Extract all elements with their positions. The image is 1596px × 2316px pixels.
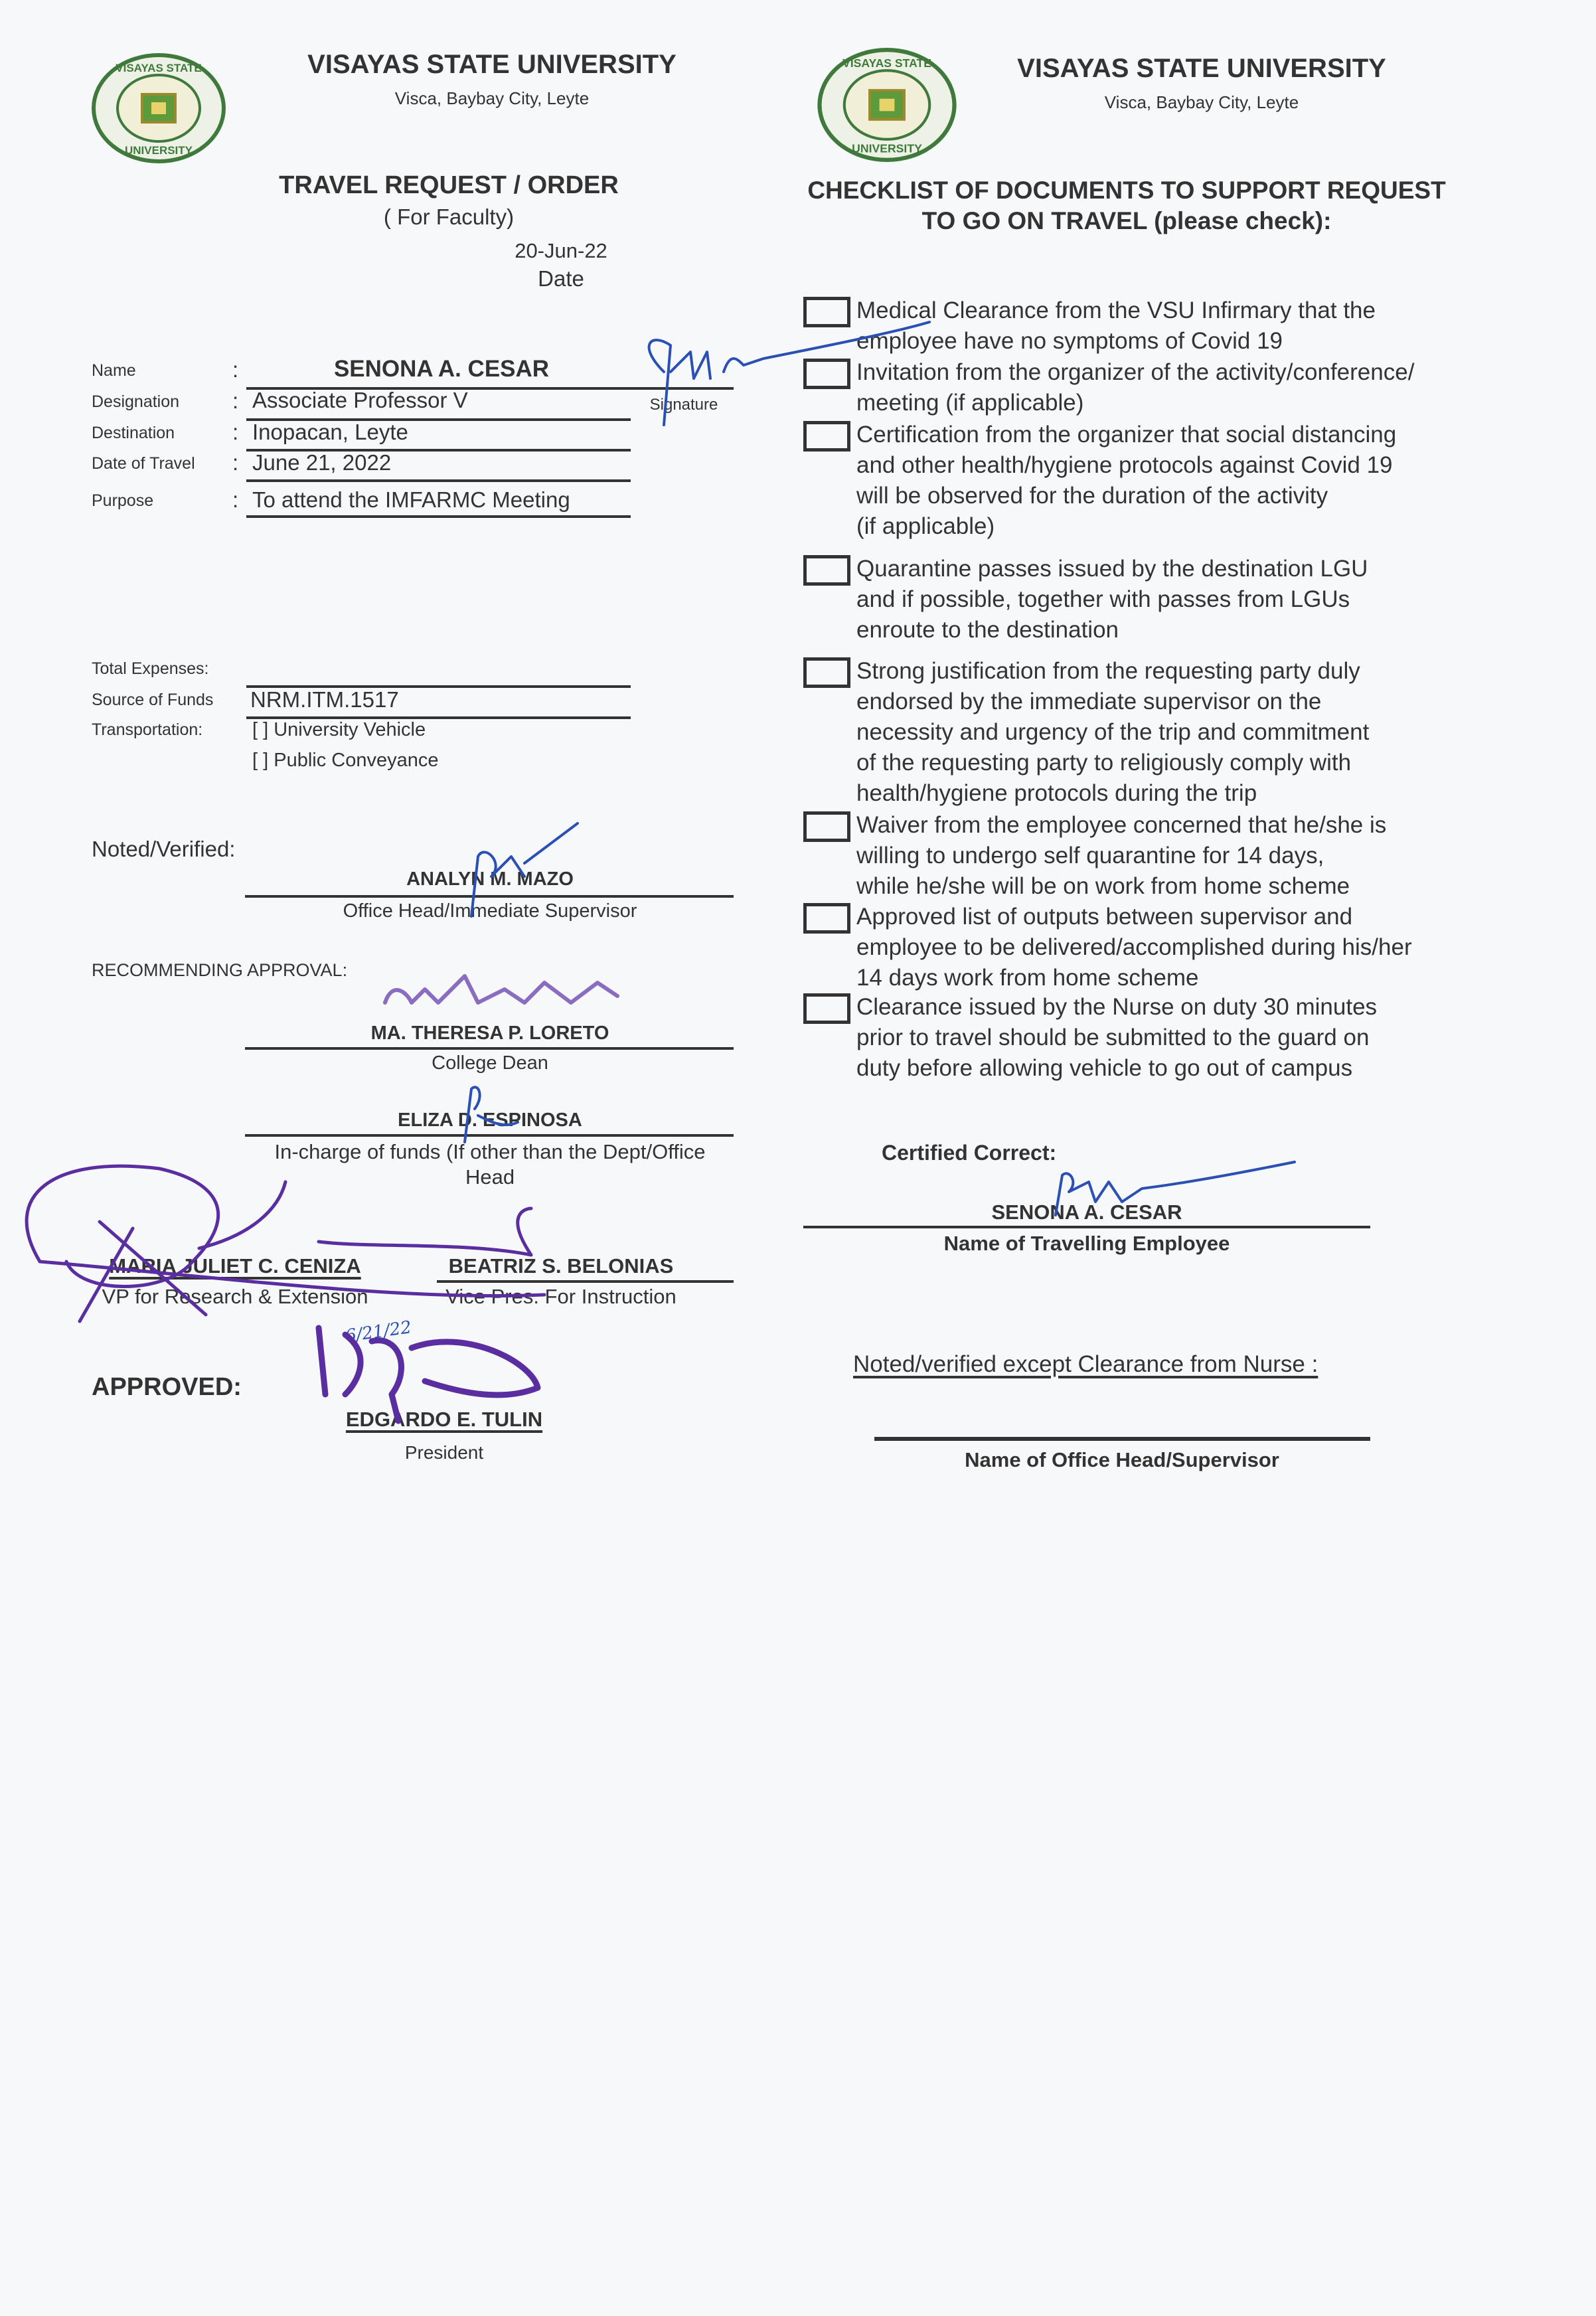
dean-title: College Dean [432,1052,548,1074]
field-label-name: Name [92,361,136,380]
checklist-item-text: meeting (if applicable) [856,390,1084,416]
supervisor-line [874,1437,1370,1441]
vp-instruction-name: BEATRIZ S. BELONIAS [448,1254,674,1278]
checklist-item-text: Approved list of outputs between supervisor and [856,904,1353,930]
vp-instruction-title: Vice Pres. For Instruction [445,1285,677,1308]
checklist-item-text: Clearance issued by the Nurse on duty 30 minutes [856,994,1378,1020]
checklist-item-text: while he/she will be on work from home scheme [856,873,1350,899]
employee-name: SENONA A. CESAR [991,1200,1182,1224]
approved-label: APPROVED: [92,1373,242,1401]
dean-line [245,1047,734,1050]
checklist-checkbox[interactable] [803,297,850,327]
field-value-destination: Inopacan, Leyte [252,420,408,444]
checklist-item-text: will be observed for the duration of the activity [856,483,1328,509]
checklist-item-text: necessity and urgency of the trip and commitment [856,719,1370,745]
form-subtitle: ( For Faculty) [383,205,515,229]
checklist-item-text: Waiver from the employee concerned that he/she is [856,812,1387,838]
field-value-name: SENONA A. CESAR [333,356,550,382]
checklist-item-text: employee to be delivered/accomplished during his/her [856,934,1412,960]
source-of-funds-value: NRM.ITM.1517 [250,687,399,712]
date-of-travel-line [246,479,631,482]
president-name: EDGARDO E. TULIN [345,1408,543,1431]
nurse-note: Noted/verified except Clearance from Nurse : [853,1351,1318,1377]
noted-name: ANALYN M. MAZO [406,869,574,890]
colon: : [232,450,239,475]
university-seal-left [92,53,226,163]
noted-line [245,895,734,898]
checklist-checkbox[interactable] [803,657,850,688]
signature-label: Signature [649,396,718,414]
purpose-line [246,515,631,518]
field-label-date-of-travel: Date of Travel [92,454,195,473]
employee-title: Name of Travelling Employee [943,1232,1230,1255]
vp-research-title: VP for Research & Extension [102,1285,368,1308]
noted-verified-label: Noted/Verified: [92,837,236,861]
checklist-checkbox[interactable] [803,421,850,452]
checklist-item-text: Medical Clearance from the VSU Infirmary that the [856,297,1376,323]
checklist-checkbox[interactable] [803,903,850,934]
svg-text:VISAYAS STATE: VISAYAS STATE [842,56,932,70]
checklist-item-text: enroute to the destination [856,617,1119,643]
checklist-item-text: Certification from the organizer that social distancing [856,422,1397,448]
field-value-purpose: To attend the IMFARMC Meeting [252,487,570,512]
checklist-item-text: Invitation from the organizer of the activity/conference/ [856,359,1415,385]
colon: : [232,357,239,382]
form-title: TRAVEL REQUEST / ORDER [279,171,619,199]
handwritten-date: 6/21/22 [344,1317,413,1347]
checklist-item-text: and if possible, together with passes from LGUs [856,586,1350,612]
university-address-right: Visca, Baybay City, Leyte [1104,92,1299,112]
checklist-item-text: employee have no symptoms of Covid 19 [856,328,1283,354]
field-label-destination: Destination [92,424,175,442]
checklist-item-text: of the requesting party to religiously comply with [856,750,1352,776]
form-date-label: Date [538,266,584,291]
checklist-checkbox[interactable] [803,359,850,389]
checklist-item-text: health/hygiene protocols during the trip [856,780,1257,806]
vp-instruction-line [437,1280,734,1283]
colon: : [232,388,239,413]
checklist-item-text: endorsed by the immediate supervisor on the [856,689,1322,714]
university-name-left: VISAYAS STATE UNIVERSITY [307,50,677,79]
funds-officer-name: ELIZA D. ESPINOSA [398,1110,582,1131]
transport-option-university-vehicle[interactable]: [ ] University Vehicle [252,719,426,740]
noted-title: Office Head/Immediate Supervisor [343,900,637,922]
field-label-purpose: Purpose [92,491,154,510]
colon: : [232,487,239,512]
recommending-approval-label: RECOMMENDING APPROVAL: [92,960,348,980]
checklist-item-text: Quarantine passes issued by the destination LGU [856,556,1368,582]
checklist-item-text: willing to undergo self quarantine for 14 days, [856,843,1324,869]
university-name-right: VISAYAS STATE UNIVERSITY [1017,54,1386,83]
certified-correct-label: Certified Correct: [882,1141,1057,1165]
funds-officer-line [245,1134,734,1137]
supervisor-title: Name of Office Head/Supervisor [965,1448,1279,1471]
university-seal-right [817,48,957,162]
checklist-checkbox[interactable] [803,555,850,586]
checklist-checkbox[interactable] [803,993,850,1024]
checklist-item-text: and other health/hygiene protocols against Covid 19 [856,452,1393,478]
transport-option-public-conveyance[interactable]: [ ] Public Conveyance [252,750,439,771]
checklist-item-text: duty before allowing vehicle to go out of campus [856,1055,1353,1081]
checklist-item-text: 14 days work from home scheme [856,965,1199,991]
funds-officer-title: In-charge of funds (If other than the Dept/Office [274,1140,706,1163]
svg-text:VISAYAS STATE: VISAYAS STATE [116,62,202,74]
signature-loreto [385,976,617,1003]
total-expenses-label: Total Expenses: [92,659,209,678]
colon: : [232,420,239,444]
source-of-funds-label: Source of Funds [92,691,214,709]
transportation-label: Transportation: [92,720,203,739]
svg-text:UNIVERSITY: UNIVERSITY [124,144,193,157]
field-label-designation: Designation [92,392,180,411]
checklist-checkbox[interactable] [803,811,850,842]
checklist-title-cont: TO GO ON TRAVEL (please check): [921,207,1332,234]
field-value-designation: Associate Professor V [252,388,468,412]
employee-line [803,1226,1370,1228]
president-title: President [404,1442,484,1463]
checklist-item-text: Strong justification from the requesting party duly [856,658,1360,684]
dean-name: MA. THERESA P. LORETO [370,1023,609,1044]
checklist-item-text: (if applicable) [856,513,995,539]
funds-officer-title-cont: Head [465,1165,515,1189]
university-address-left: Visca, Baybay City, Leyte [394,88,590,108]
svg-text:UNIVERSITY: UNIVERSITY [852,141,922,155]
vp-research-name: MARIA JULIET C. CENIZA [109,1254,361,1278]
form-date: 20-Jun-22 [515,239,607,262]
field-value-date-of-travel: June 21, 2022 [252,450,392,475]
checklist-title: CHECKLIST OF DOCUMENTS TO SUPPORT REQUEST [807,177,1446,204]
checklist-item-text: prior to travel should be submitted to the guard on [856,1025,1370,1050]
